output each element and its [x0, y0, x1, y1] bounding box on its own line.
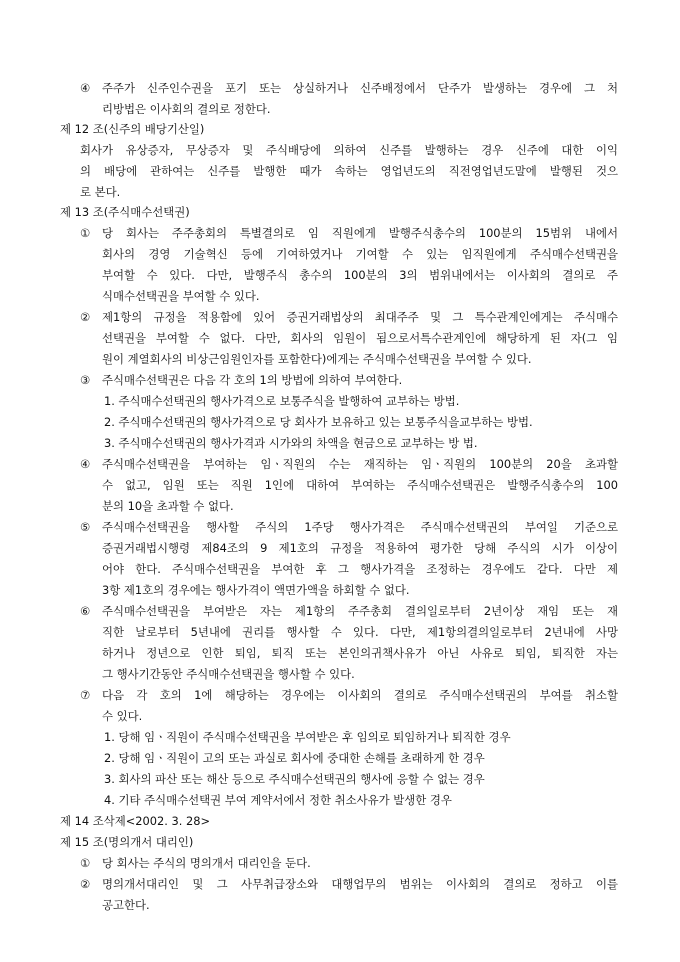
paragraph-line: 식매수선택권을 부여할 수 있다.	[102, 289, 260, 303]
paragraph-line: 3항 제1호의 경우에는 행사가격이 액면가액을 하회할 수 없다.	[102, 583, 410, 597]
paragraph-line: 수 있다.	[102, 709, 143, 723]
paragraph-line: 당 회사는 주식의 명의개서 대리인을 둔다.	[102, 856, 311, 870]
sub-item: 2. 당해 임ㆍ직원이 고의 또는 과실로 회사에 중대한 손해를 초래하게 한 경우	[104, 751, 485, 765]
item-marker: ①	[80, 856, 91, 870]
article-heading-12: 제 12 조(신주의 배당기산일)	[60, 122, 205, 136]
sub-item: 1. 주식매수선택권의 행사가격으로 보통주식을 발행하여 교부하는 방법.	[104, 394, 460, 408]
item-marker: ⑦	[80, 688, 91, 702]
sub-item: 3. 주식매수선택권의 행사가격과 시가와의 차액을 현금으로 교부하는 방 법.	[104, 436, 478, 450]
sub-item: 3. 회사의 파산 또는 해산 등으로 주식매수선택권의 행사에 응할 수 없는 경우	[104, 772, 485, 786]
paragraph-line: 명의개서대리인 및 그 사무취급장소와 대행업무의 범위는 이사회의 결의로 정하고 이를	[102, 877, 618, 891]
item-marker: ②	[80, 877, 91, 891]
item-marker: ⑥	[80, 604, 91, 618]
item-marker: ①	[80, 226, 91, 240]
paragraph-line: 회사가 유상증자, 무상증자 및 주식배당에 의하여 신주를 발행하는 경우 신주에 대한 이익	[80, 143, 618, 157]
sub-item: 4. 기타 주식매수선택권 부여 계약서에서 정한 취소사유가 발생한 경우	[104, 793, 452, 807]
paragraph-line: 제1항의 규정을 적용함에 있어 증권거래법상의 최대주주 및 그 특수관계인에게는 주식매수	[102, 310, 618, 324]
paragraph-line: 리방법은 이사회의 결의로 정한다.	[102, 102, 271, 116]
paragraph-line: 증권거래법시행령 제84조의 9 제1호의 규정을 적용하여 평가한 당해 주식의 시가 이상이	[102, 541, 618, 555]
item-marker: ④	[80, 457, 91, 471]
paragraph-line: 주주가 신주인수권을 포기 또는 상실하거나 신주배정에서 단주가 발생하는 경우에 그 처	[102, 81, 618, 95]
paragraph-line: 주식매수선택권을 부여받은 자는 제1항의 주주총회 결의일로부터 2년이상 재임 또는 재	[102, 604, 618, 618]
paragraph-line: 공고한다.	[102, 898, 150, 912]
article-heading-13: 제 13 조(주식매수선택권)	[60, 205, 190, 219]
paragraph-line: 그 행사기간동안 주식매수선택권을 행사할 수 있다.	[102, 667, 355, 681]
paragraph-line: 주식매수선택권을 부여하는 임ㆍ직원의 수는 재직하는 임ㆍ직원의 100분의 20을 초과할	[102, 457, 618, 471]
paragraph-line: 주식매수선택권을 행사할 주식의 1주당 행사가격은 주식매수선택권의 부여일 기준으로	[102, 520, 618, 534]
item-marker: ④	[80, 81, 91, 95]
paragraph-line: 부여할 수 있다. 다만, 발행주식 총수의 100분의 3의 범위내에서는 이사회의 결의로 주	[102, 268, 618, 282]
paragraph-line: 직한 날로부터 5년내에 권리를 행사할 수 있다. 다만, 제1항의결의일로부터 2년내에 사망	[102, 625, 618, 639]
paragraph-line: 주식매수선택권은 다음 각 호의 1의 방법에 의하여 부여한다.	[102, 373, 403, 387]
paragraph-line: 의 배당에 관하여는 신주를 발행한 때가 속하는 영업년도의 직전영업년도말에 발행된 것으	[80, 164, 618, 178]
sub-item: 2. 주식매수선택권의 행사가격으로 당 회사가 보유하고 있는 보통주식을교부하는 방법.	[104, 415, 533, 429]
paragraph-line: 로 본다.	[80, 185, 121, 199]
paragraph-line: 수 없고, 임원 또는 직원 1인에 대하여 부여하는 주식매수선택권은 발행주식총수의 100	[102, 478, 618, 492]
item-marker: ③	[80, 373, 91, 387]
paragraph-line: 선택권을 부여할 수 없다. 다만, 회사의 임원이 됨으로서특수관계인에 해당하게 된 자(그 임	[102, 331, 618, 345]
paragraph-line: 당 회사는 주주총회의 특별결의로 임 직원에게 발행주식총수의 100분의 15범위 내에서	[102, 226, 618, 240]
article-heading-15: 제 15 조(명의개서 대리인)	[60, 835, 194, 849]
paragraph-line: 다음 각 호의 1에 해당하는 경우에는 이사회의 결의로 주식매수선택권의 부여를 취소할	[102, 688, 618, 702]
paragraph-line: 분의 10을 초과할 수 없다.	[102, 499, 234, 513]
paragraph-line: 하거나 정년으로 인한 퇴임, 퇴직 또는 본인의귀책사유가 아닌 사유로 퇴임, 퇴직한 자는	[102, 646, 618, 660]
paragraph-line: 어야 한다. 주식매수선택권을 부여한 후 그 행사가격을 조정하는 경우에도 같다. 다만 제	[102, 562, 618, 576]
article-heading-14: 제 14 조삭제<2002. 3. 28>	[60, 814, 211, 828]
item-marker: ②	[80, 310, 91, 324]
paragraph-line: 원이 계열회사의 비상근임원인자를 포함한다)에게는 주식매수선택권을 부여할 수 있다.	[102, 352, 532, 366]
item-marker: ⑤	[80, 520, 91, 534]
sub-item: 1. 당해 임ㆍ직원이 주식매수선택권을 부여받은 후 임의로 퇴임하거나 퇴직한 경우	[104, 730, 511, 744]
paragraph-line: 회사의 경영 기술혁신 등에 기여하였거나 기여할 수 있는 임직원에게 주식매수선택권을	[102, 247, 618, 261]
